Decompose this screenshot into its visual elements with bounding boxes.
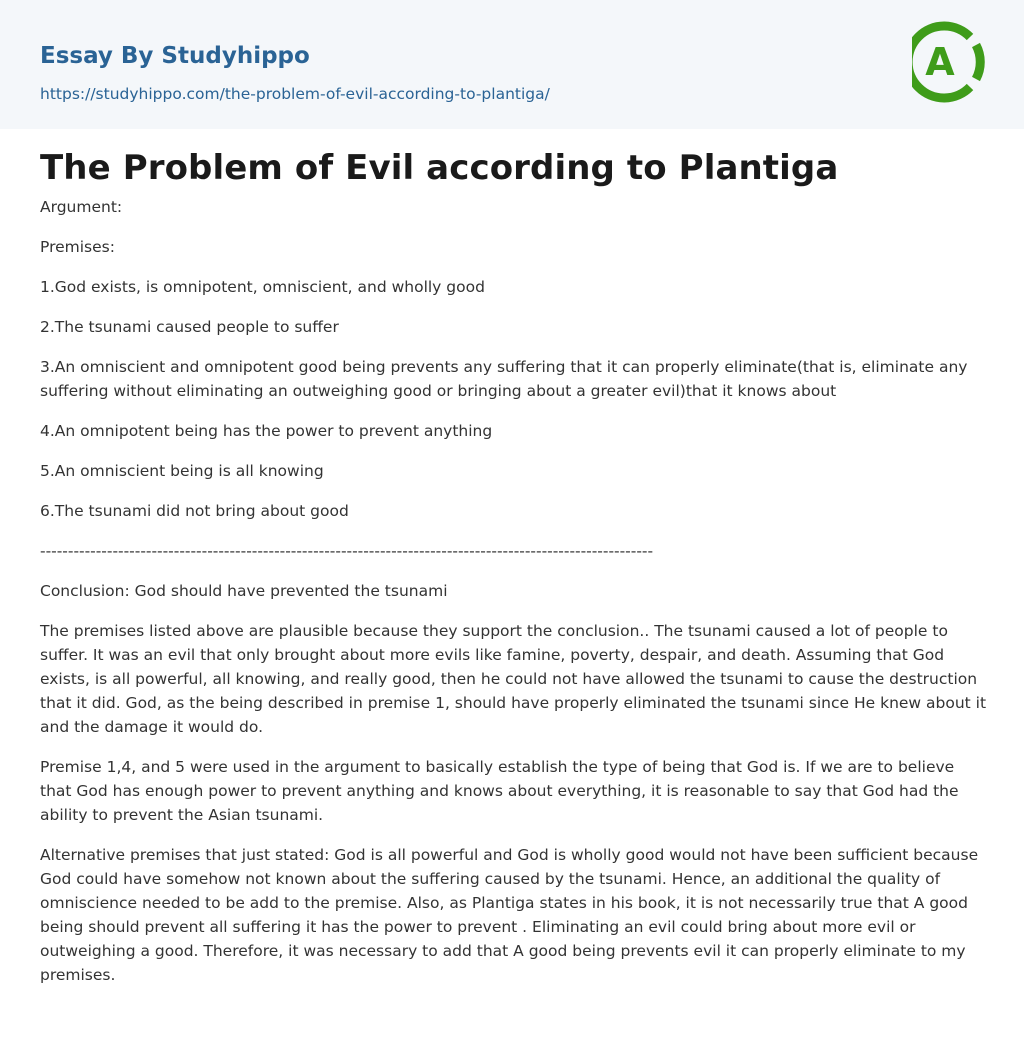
premise-item: 6.The tsunami did not bring about good xyxy=(40,502,349,520)
conclusion: Conclusion: God should have prevented the tsunami xyxy=(40,582,448,600)
logo-letter: A xyxy=(925,40,955,84)
paragraph: Premise 1,4, and 5 were used in the argument to basically establish the type of being that God is. If we are to believe that God has enough power to prevent anything and knows about everything, it is reasonable to say that God had the ability to prevent the Asian tsunami. xyxy=(40,758,959,824)
essay-body xyxy=(40,195,988,1003)
essay-url-link[interactable]: https://studyhippo.com/the-problem-of-evil-according-to-plantiga/ xyxy=(40,85,550,103)
premise-item: 3.An omniscient and omnipotent good being prevents any suffering that it can properly eliminate(that is, eliminate any suffering without eliminating an outweighing good or bringing about a greater evil)that it knows about xyxy=(40,358,968,400)
studyhippo-logo-icon[interactable] xyxy=(912,19,986,105)
paragraph: Alternative premises that just stated: God is all powerful and God is wholly good would not have been sufficient because God could have somehow not known about the suffering caused by the tsunami. Hence, an additional the quality of omniscience needed to be add to the premise. Also, as Plantiga states in his book, it is not necessarily true that A good being should prevent all suffering it has the power to prevent . Eliminating an evil could bring about more evil or outweighing a good. Therefore, it was necessary to add that A good being prevents evil it can properly eliminate to my premises. xyxy=(40,846,979,984)
divider-line: -------------------------------------------------------------------------------------------------------------- xyxy=(40,542,654,560)
premise-item: 5.An omniscient being is all knowing xyxy=(40,462,324,480)
essay-title: The Problem of Evil according to Plantiga xyxy=(40,148,839,188)
premise-item: 1.God exists, is omnipotent, omniscient, and wholly good xyxy=(40,278,485,296)
paragraph: Premises: xyxy=(40,238,115,256)
paragraph: The premises listed above are plausible because they support the conclusion.. The tsunami caused a lot of people to suffer. It was an evil that only brought about more evils like famine, poverty, despair, and death. Assuming that God exists, is all powerful, all knowing, and really good, then he could not have allowed the tsunami to cause the destruction that it did. God, as the being described in premise 1, should have properly eliminated the tsunami since He knew about it and the damage it would do. xyxy=(40,622,987,736)
premise-item: 2.The tsunami caused people to suffer xyxy=(40,318,339,336)
paragraph: Argument: xyxy=(40,198,123,216)
site-brand[interactable]: Essay By Studyhippo xyxy=(40,43,310,69)
premise-item: 4.An omnipotent being has the power to prevent anything xyxy=(40,422,493,440)
logo-ring-right xyxy=(976,45,980,79)
